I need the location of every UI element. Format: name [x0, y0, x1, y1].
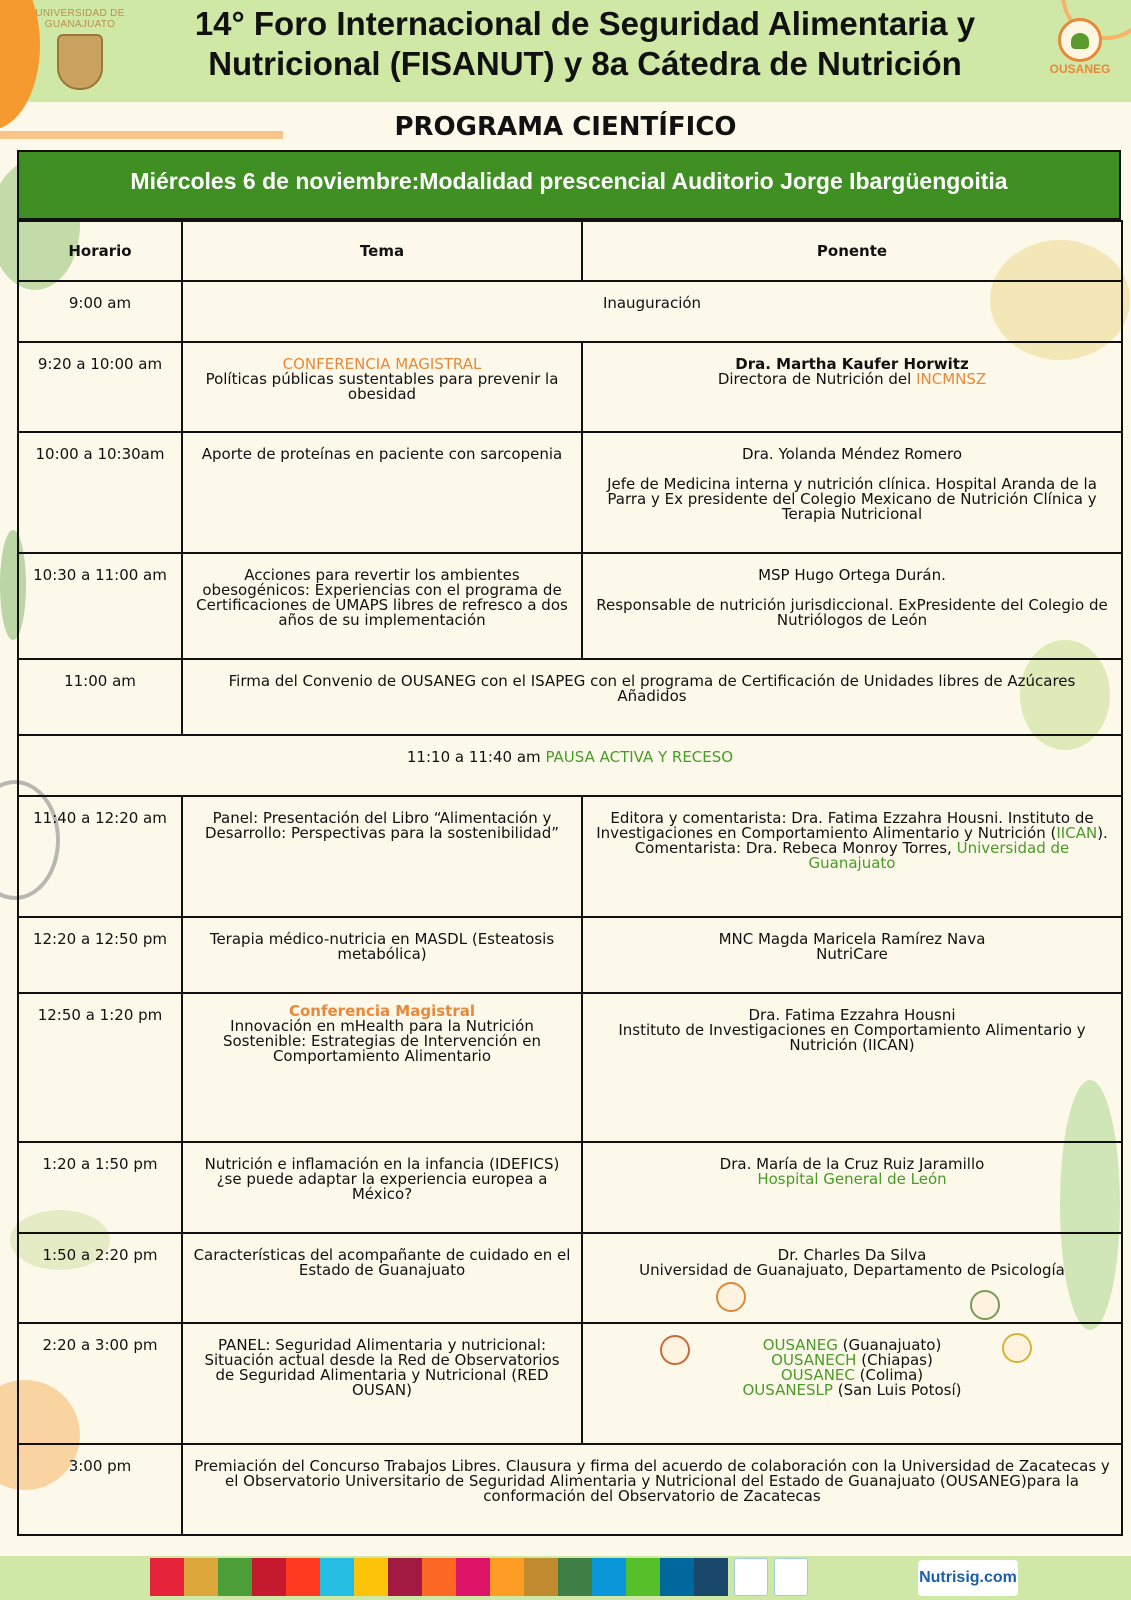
speaker-cell	[582, 432, 1122, 553]
page-title: 14° Foro Internacional de Seguridad Alimentaria y Nutricional (FISANUT) y 8a Cátedra de Nutrición	[194, 5, 976, 82]
speaker-cell	[582, 993, 1122, 1142]
time-cell: 9:20 a 10:00 am	[18, 342, 182, 432]
time-cell: 12:20 a 12:50 pm	[18, 917, 182, 993]
institution-highlight: INCMNSZ	[916, 370, 987, 388]
topic-cell: Aporte de proteínas en paciente con sarcopenia	[182, 432, 582, 553]
institution-highlight: Hospital General de León	[757, 1170, 947, 1188]
sdg-goal-icon	[354, 1558, 388, 1596]
partner-logo-icon	[734, 1558, 768, 1596]
sdg-goal-icon	[626, 1558, 660, 1596]
event-cell: Inauguración	[182, 281, 1122, 342]
speaker-name: Dr. Charles Da Silva	[777, 1246, 927, 1264]
speaker-cell	[582, 1233, 1122, 1323]
break-time: 11:10 a 11:40 am	[406, 748, 541, 766]
speaker-text: Editora y comentarista: Dra. Fatima Ezzahra Housni. Instituto de Investigaciones en Comportamiento Alimentario y Nutrición (	[596, 809, 1094, 842]
sdg-goal-icon	[218, 1558, 252, 1596]
speaker-cell	[582, 553, 1122, 659]
observatory-place: (San Luis Potosí)	[837, 1381, 962, 1399]
speaker-detail: Jefe de Medicina interna y nutrición clínica. Hospital Aranda de la Parra y Ex presidente del Colegio Mexicano de Nutrición Clínica y Terapia Nutricional	[607, 475, 1097, 523]
observatory-place: (Colima)	[859, 1366, 924, 1384]
speaker-name: MSP Hugo Ortega Durán.	[758, 566, 946, 584]
speaker-name: Dra. Yolanda Méndez Romero	[742, 445, 962, 463]
time-cell: 1:50 a 2:20 pm	[18, 1233, 182, 1323]
table-row	[18, 993, 1122, 1142]
topic-cell: Características del acompañante de cuidado en el Estado de Guanajuato	[182, 1233, 582, 1323]
speaker-name: Dra. Martha Kaufer Horwitz	[735, 355, 969, 373]
observatory-name: OUSANEC	[780, 1366, 855, 1384]
time-cell: 11:40 a 12:20 am	[18, 796, 182, 917]
shield-icon	[57, 34, 103, 90]
ousaneg-emblem-icon	[1058, 18, 1102, 62]
sdg-goal-icon	[184, 1558, 218, 1596]
break-row	[18, 735, 1122, 796]
time-cell: 12:50 a 1:20 pm	[18, 993, 182, 1142]
speaker-cell	[582, 796, 1122, 917]
table-row	[18, 342, 1122, 432]
ousaneg-mini-logo-icon	[716, 1282, 746, 1312]
time-cell: 10:30 a 11:00 am	[18, 553, 182, 659]
topic-tag: CONFERENCIA MAGISTRAL	[282, 355, 482, 373]
ousaneg-logo	[1040, 18, 1120, 76]
observatory-name: OUSANECH	[771, 1351, 857, 1369]
table-row	[18, 281, 1122, 342]
speaker-name: MNC Magda Maricela Ramírez Nava	[718, 930, 986, 948]
topic-text: Políticas públicas sustentables para prevenir la obesidad	[205, 370, 559, 403]
sdg-goal-icon	[286, 1558, 320, 1596]
nutrisig-logo: Nutrisig.com	[918, 1560, 1018, 1596]
topic-cell: Acciones para revertir los ambientes obesogénicos: Experiencias con el programa de Certificaciones de UMAPS libres de refresco a dos años de su implementación	[182, 553, 582, 659]
table-row	[18, 1444, 1122, 1535]
day-header: Miércoles 6 de noviembre:Modalidad prescencial Auditorio Jorge Ibargüengoitia	[17, 150, 1121, 220]
sdg-goal-icon	[490, 1558, 524, 1596]
ousaneslp-mini-logo-icon	[1002, 1333, 1032, 1363]
event-cell: Firma del Convenio de OUSANEG con el ISAPEG con el programa de Certificación de Unidades libres de Azúcares Añadidos	[182, 659, 1122, 735]
sdg-goal-icon	[524, 1558, 558, 1596]
sdg-goal-icon	[456, 1558, 490, 1596]
time-cell: 10:00 a 10:30am	[18, 432, 182, 553]
ousanec-mini-logo-icon	[660, 1335, 690, 1365]
table-row	[18, 1142, 1122, 1233]
speaker-cell	[582, 342, 1122, 432]
break-label: PAUSA ACTIVA Y RECESO	[545, 748, 734, 766]
topic-text: Innovación en mHealth para la Nutrición Sostenible: Estrategias de Intervención en Comportamiento Alimentario	[222, 1017, 542, 1065]
speaker-affiliation: NutriCare	[816, 945, 888, 963]
observatory-place: (Guanajuato)	[842, 1336, 942, 1354]
institution-highlight: IICAN	[1056, 824, 1098, 842]
program-subtitle: PROGRAMA CIENTÍFICO	[394, 112, 737, 142]
topic-cell: Terapia médico-nutricia en MASDL (Esteatosis metabólica)	[182, 917, 582, 993]
ousanech-mini-logo-icon	[970, 1290, 1000, 1320]
topic-cell: PANEL: Seguridad Alimentaria y nutricional: Situación actual desde la Red de Observatorios de Seguridad Alimentaria y Nutricional (RED OUSAN)	[182, 1323, 582, 1444]
column-header-time: Horario	[18, 221, 182, 281]
table-row	[18, 917, 1122, 993]
university-logo	[30, 8, 130, 90]
sdg-goal-icon	[252, 1558, 286, 1596]
observatory-place: (Chiapas)	[861, 1351, 933, 1369]
sdg-goal-icon	[592, 1558, 626, 1596]
speaker-cell	[582, 917, 1122, 993]
footer-band	[0, 1556, 1131, 1600]
time-cell: 2:20 a 3:00 pm	[18, 1323, 182, 1444]
institution-highlight: Universidad de Guanajuato	[808, 839, 1070, 872]
speaker-name: Dra. María de la Cruz Ruiz Jaramillo	[719, 1155, 985, 1173]
topic-cell	[182, 342, 582, 432]
break-cell	[18, 735, 1122, 796]
column-header-topic: Tema	[182, 221, 582, 281]
partner-logo-icon	[774, 1558, 808, 1596]
table-row	[18, 432, 1122, 553]
ousaneg-logo-text: OUSANEG	[1049, 62, 1111, 76]
column-header-speaker: Ponente	[582, 221, 1122, 281]
time-cell: 9:00 am	[18, 281, 182, 342]
sdg-goal-icon	[422, 1558, 456, 1596]
sdg-goal-icon	[558, 1558, 592, 1596]
speaker-name: Dra. Fatima Ezzahra Housni	[748, 1006, 956, 1024]
observatory-name: OUSANEG	[762, 1336, 838, 1354]
table-row	[18, 553, 1122, 659]
schedule-table	[17, 220, 1123, 1536]
sdg-goal-icon	[150, 1558, 184, 1596]
table-row	[18, 1233, 1122, 1323]
event-cell: Premiación del Concurso Trabajos Libres. Clausura y firma del acuerdo de colaboración con la Universidad de Zacatecas y el Observatorio Universitario de Seguridad Alimentaria y Nutricional del Estado de Guanajuato (OUSANEG)para la conformación del Observatorio de Zacatecas	[182, 1444, 1122, 1535]
speaker-affiliation: Instituto de Investigaciones en Comportamiento Alimentario y Nutrición (IICAN)	[618, 1021, 1086, 1054]
sdg-goal-icon	[660, 1558, 694, 1596]
commentator-text: Comentarista: Dra. Rebeca Monroy Torres,	[634, 839, 952, 857]
speaker-affiliation: Universidad de Guanajuato, Departamento de Psicología	[639, 1261, 1065, 1279]
topic-cell	[182, 993, 582, 1142]
sdg-goal-icon	[388, 1558, 422, 1596]
topic-tag: Conferencia Magistral	[288, 1002, 475, 1020]
speaker-role: Directora de Nutrición del	[717, 370, 912, 388]
table-row	[18, 796, 1122, 917]
time-cell: 11:00 am	[18, 659, 182, 735]
topic-cell: Nutrición e inflamación en la infancia (IDEFICS) ¿se puede adaptar la experiencia europea a México?	[182, 1142, 582, 1233]
sdg-icons	[150, 1558, 808, 1596]
sdg-goal-icon	[694, 1558, 728, 1596]
time-cell: 1:20 a 1:50 pm	[18, 1142, 182, 1233]
speaker-text-end: ).	[1097, 824, 1108, 842]
topic-cell: Panel: Presentación del Libro “Alimentación y Desarrollo: Perspectivas para la sostenibilidad”	[182, 796, 582, 917]
table-row	[18, 1323, 1122, 1444]
sdg-goal-icon	[320, 1558, 354, 1596]
table-header-row	[18, 221, 1122, 281]
speaker-detail: Responsable de nutrición jurisdiccional. ExPresidente del Colegio de Nutriólogos de León	[596, 596, 1108, 629]
university-name: UNIVERSIDAD DE GUANAJUATO	[35, 8, 125, 30]
table-row	[18, 659, 1122, 735]
time-cell: 3:00 pm	[18, 1444, 182, 1535]
speaker-cell	[582, 1142, 1122, 1233]
observatory-name: OUSANESLP	[742, 1381, 833, 1399]
